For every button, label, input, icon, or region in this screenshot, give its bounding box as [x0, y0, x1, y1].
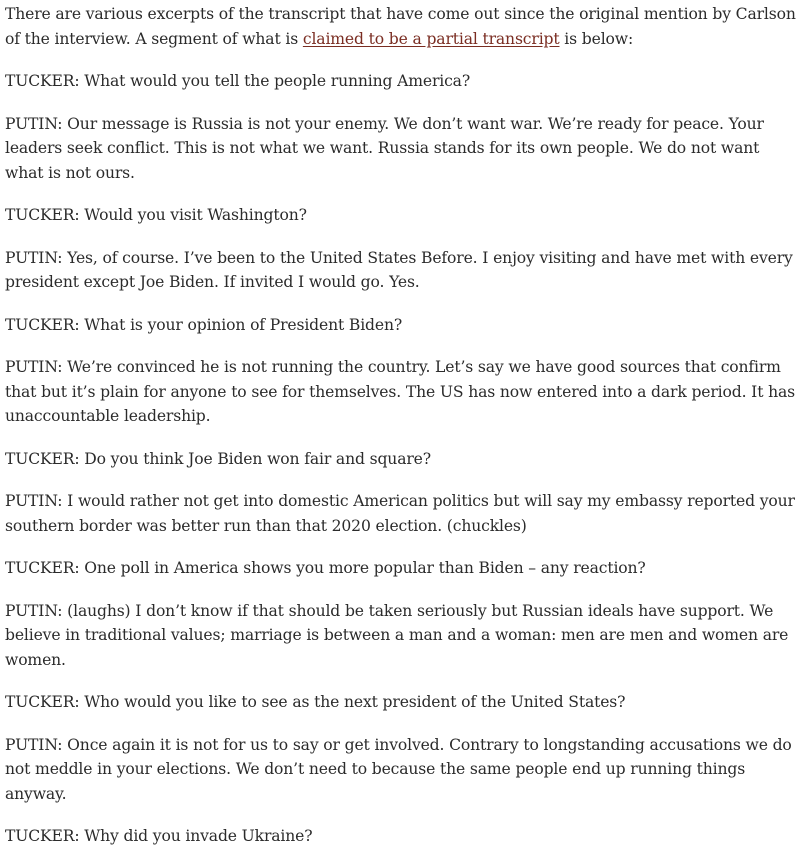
- intro-text-before-link: There are various excerpts of the transcript that have come out since the original mention by Carlson of the interview. A segment of what is: [5, 5, 796, 48]
- intro-text-after-link: is below:: [559, 29, 634, 48]
- transcript-line: PUTIN: I would rather not get into domestic American politics but will say my embassy reported your southern border was better run than that 2020 election. (chuckles): [5, 492, 795, 535]
- transcript-line: PUTIN: Yes, of course. I’ve been to the United States Before. I enjoy visiting and have met with every president except Joe Biden. If invited I would go. Yes.: [5, 248, 793, 291]
- transcript-line: TUCKER: Would you visit Washington?: [5, 206, 307, 224]
- article-body: [5, 0, 800, 849]
- transcript-line: TUCKER: What is your opinion of President Biden?: [5, 315, 403, 334]
- transcript-line: PUTIN: Our message is Russia is not your enemy. We don’t want war. We’re ready for peace. Your leaders seek conflict. This is not what we want. Russia stands for its own people. We do not want what is not ours.: [5, 114, 764, 182]
- transcript-line: TUCKER: What would you tell the people running America?: [5, 72, 471, 90]
- transcript-line: PUTIN: Once again it is not for us to say or get involved. Contrary to longstanding accusations we do not meddle in your elections. We don’t need to because the same people end up running things anyway.: [5, 735, 792, 803]
- transcript-line: TUCKER: One poll in America shows you more popular than Biden – any reaction?: [5, 559, 646, 577]
- intro-paragraph: [5, 2, 800, 51]
- transcript-line: TUCKER: Why did you invade Ukraine?: [5, 827, 313, 845]
- partial-transcript-link[interactable]: claimed to be a partial transcript: [302, 29, 560, 48]
- transcript-line: PUTIN: (laughs) I don’t know if that should be taken seriously but Russian ideals have support. We believe in traditional values; marriage is between a man and a woman: men are men and women are women.: [5, 601, 789, 669]
- transcript-line: TUCKER: Who would you like to see as the next president of the United States?: [5, 693, 626, 711]
- transcript-line: TUCKER: Do you think Joe Biden won fair and square?: [5, 449, 431, 468]
- transcript-line: PUTIN: We’re convinced he is not running the country. Let’s say we have good sources that confirm that but it’s plain for anyone to see for themselves. The US has now entered into a dark period. It has unaccountable leadership.: [5, 358, 796, 425]
